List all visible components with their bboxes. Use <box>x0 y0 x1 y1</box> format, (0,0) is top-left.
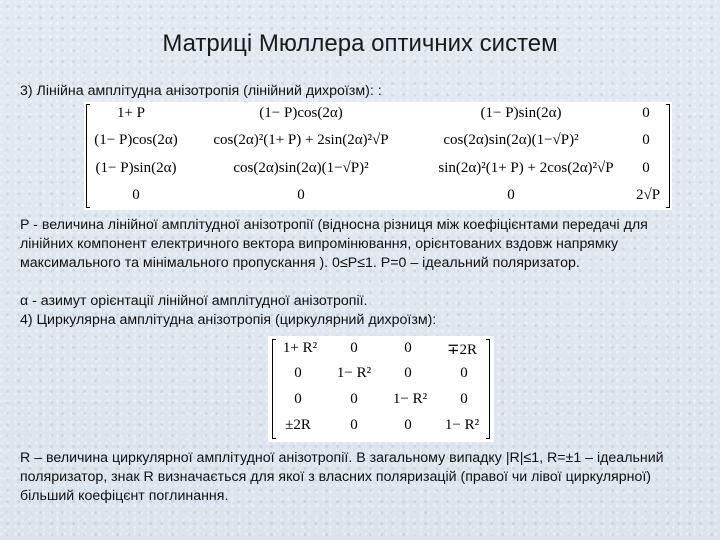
matrix2-cell-2-2: 1− R² <box>392 391 428 407</box>
matrix1-cell-3-2: 0 <box>507 187 515 203</box>
page-title: Матриці Мюллера оптичних систем <box>162 30 558 57</box>
matrix2-cell-3-2: 0 <box>404 417 412 433</box>
matrix1-cell-2-3: 0 <box>642 160 650 176</box>
matrix1-cell-2-2: sin(2α)²(1+ P) + 2cos(2α)²√P <box>438 160 614 176</box>
section3-heading: 3) Лінійна амплітудна анізотропія (лінійний дихроїзм): : <box>20 83 382 99</box>
matrix1-cell-0-3: 0 <box>642 105 650 121</box>
matrix1-cell-1-3: 0 <box>642 132 650 148</box>
matrix1-cell-2-0: (1− P)sin(2α) <box>95 160 177 176</box>
section4-heading: 4) Циркулярна амплітудна анізотропія (циркулярний дихроїзм): <box>20 312 437 328</box>
matrix1-cell-3-3: 2√P <box>635 187 661 203</box>
matrix2-cell-1-1: 1− R² <box>336 365 372 381</box>
matrix2-cell-3-0: ±2R <box>285 417 311 433</box>
matrix2-cell-3-3: 1− R² <box>444 417 480 433</box>
matrix1-cell-3-0: 0 <box>132 187 140 203</box>
alpha-description: α - азимут орієнтації лінійної амплітудної анізотропії. <box>20 293 368 309</box>
matrix2-cell-0-3: ∓2R <box>446 342 478 358</box>
matrix-left-bracket <box>272 339 276 439</box>
matrix1-cell-1-1: cos(2α)²(1+ P) + 2sin(2α)²√P <box>213 132 389 148</box>
matrix1-cell-1-0: (1− P)cos(2α) <box>94 132 178 148</box>
circular-anisotropy-matrix <box>272 339 490 439</box>
matrix1-cell-2-1: cos(2α)sin(2α)(1−√P)² <box>233 160 369 176</box>
r-description: R – величина циркулярної амплітудної анізотропії. В загальному випадку |R|≤1, R=±1 – ідеальний поляризатор, знак R визначається для якої з власних поляризацій (правої чи лівої циркулярної) більший коефіцєнт поглинання. <box>20 450 664 504</box>
matrix-left-bracket <box>86 104 90 208</box>
matrix2-cell-2-1: 0 <box>350 391 358 407</box>
matrix2-cell-1-0: 0 <box>294 365 302 381</box>
matrix1-cell-0-1: (1− P)cos(2α) <box>259 105 343 121</box>
matrix2-cell-2-0: 0 <box>294 391 302 407</box>
p-description: P - величина лінійної амплітудної анізотропії (відносна різниця між коефіцієнтами передачі для лінійних компонент електричного вектора випромінювання, орієнтованих вздовж напрямку максимального та мінімального пропускання ). 0≤P≤1. P=0 – ідеальний поляризатор. <box>20 217 648 271</box>
matrix1-cell-3-1: 0 <box>297 187 305 203</box>
matrix2-cell-0-0: 1+ R² <box>282 340 318 356</box>
matrix2-cell-3-1: 0 <box>350 417 358 433</box>
matrix2-cell-0-1: 0 <box>350 340 358 356</box>
linear-anisotropy-matrix <box>86 104 670 208</box>
matrix2-cell-2-3: 0 <box>460 391 468 407</box>
matrix1-cell-1-2: cos(2α)sin(2α)(1−√P)² <box>443 132 579 148</box>
matrix1-cell-0-2: (1− P)sin(2α) <box>480 105 562 121</box>
matrix2-cell-1-2: 0 <box>404 365 412 381</box>
matrix-right-bracket <box>486 339 490 439</box>
matrix-right-bracket <box>666 104 670 208</box>
matrix2-cell-0-2: 0 <box>404 340 412 356</box>
matrix2-cell-1-3: 0 <box>460 365 468 381</box>
matrix1-cell-0-0: 1+ P <box>116 105 146 121</box>
